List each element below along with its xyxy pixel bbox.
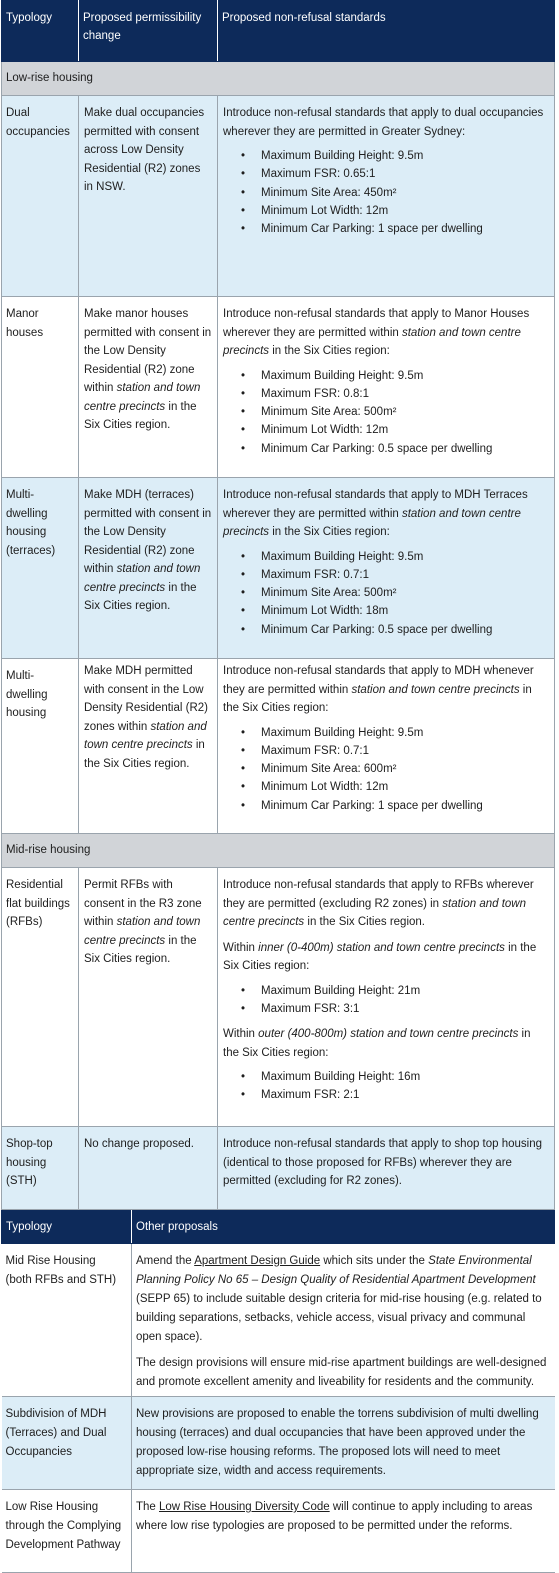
change-text-end: in the Six Cities region. [84,400,197,431]
intro-text: Introduce non-refusal standards that apply to MDH whenever they are permitted within [223,665,534,696]
list-item: • Minimum Lot Width: 12m [261,421,549,439]
other-proposals-table [1,1210,555,1573]
proposal-paragraph-2: The design provisions will ensure mid-rise apartment buildings are well-designed and promote excellent amenity and liveability for residents and the community. [136,1357,547,1388]
proposal-text-end: (SEPP 65) to include suitable design criteria for mid-rise housing (e.g. related to building separations, setbacks, vehicle access, visual privacy and communal open space). [136,1293,542,1343]
typology-cell: Shop-top housing (STH) [2,1127,79,1210]
list-item: • Maximum FSR: 0.65:1 [261,165,549,183]
list-item: • Maximum FSR: 3:1 [261,1000,549,1018]
table-row [2,1397,555,1490]
list-item: • Maximum FSR: 2:1 [261,1086,549,1104]
standards-intro [223,662,549,718]
table-header-row [2,1,555,62]
standards-cell [218,659,555,834]
standards-cell [218,297,555,478]
intro-italic: station and town centre precincts [223,326,521,357]
header-typology: Typology [2,1,79,62]
proposal-text: Amend the [136,1255,195,1267]
typology-cell: Subdivision of MDH (Terraces) and Dual Occupancies [2,1397,132,1490]
change-cell: Make dual occupancies permitted with consent across Low Density Residential (R2) zones in NSW. [79,96,218,297]
typology-cell: Multi-dwelling housing [2,659,79,834]
change-cell [79,659,218,834]
typology-cell: Multi-dwelling housing (terraces) [2,478,79,659]
change-text: Make MDH permitted with consent in the Low Density Residential (R2) zones within [84,665,208,733]
inner-precinct-heading [223,939,549,976]
outer-precinct-heading [223,1025,549,1062]
typology-cell: Manor houses [2,297,79,478]
proposal-cell: New provisions are proposed to enable the torrens subdivision of multi dwelling housing (terraces) and dual occupancies that have been approved under the proposed low-rise housing reforms. The proposed lots will need to meet appropriate size, width and access requirements. [132,1397,555,1490]
standards-list [223,724,549,815]
typology-cell: Residential flat buildings (RFBs) [2,868,79,1127]
change-text-end: in the Six Cities region. [84,739,205,770]
change-cell [79,478,218,659]
intro-text: Introduce non-refusal standards that apply to MDH Terraces wherever they are permitted within [223,489,528,520]
table-row [2,478,555,659]
list-item: • Minimum Site Area: 500m² [261,584,549,602]
outer-italic: outer (400-800m) station and town centre precincts [258,1028,519,1041]
standards-list [223,548,549,639]
section-row-mid-rise [2,834,555,868]
section-title: Mid-rise housing [2,834,555,868]
standards-cell [218,96,555,297]
list-item: • Maximum FSR: 0.8:1 [261,385,549,403]
change-cell [79,297,218,478]
standards-list [223,367,549,458]
change-italic: station and town centre precincts [84,382,201,413]
standards-intro [223,305,549,361]
header-standards: Proposed non-refusal standards [218,1,555,62]
change-italic: station and town centre precincts [84,563,201,594]
standards-cell [218,868,555,1127]
standards-list [223,147,549,238]
intro-italic: station and town centre precincts [351,683,520,696]
inner-italic: inner (0-400m) station and town centre precincts [258,941,505,954]
proposal-cell [132,1244,555,1397]
proposal-italic: State Environmental Planning Policy No 65 – Design Quality of Residential Apartment Development [136,1255,536,1286]
header-typology: Typology [2,1211,132,1244]
change-italic: station and town centre precincts [84,916,201,947]
list-item: • Minimum Site Area: 450m² [261,184,549,202]
standards-cell [218,478,555,659]
intro-text-end: in the Six Cities region. [304,916,425,928]
proposal-text-mid: which sits under the [320,1255,429,1267]
intro-text: Introduce non-refusal standards that apply to Manor Houses wherever they are permitted within [223,308,530,339]
inner-standards-list [223,982,549,1019]
list-item: • Minimum Car Parking: 0.5 space per dwelling [261,440,549,458]
intro-italic: station and town centre precincts [223,507,521,538]
change-text-end: in the Six Cities region. [84,581,197,612]
table-row [2,297,555,478]
intro-text-end: in the Six Cities region: [269,526,390,538]
header-permissibility: Proposed permissibility change [79,1,218,62]
list-item: • Minimum Car Parking: 1 space per dwelling [261,797,549,815]
list-item: • Maximum Building Height: 9.5m [261,367,549,385]
list-item: • Maximum FSR: 0.7:1 [261,566,549,584]
outer-standards-list [223,1068,549,1105]
list-item: • Maximum Building Height: 16m [261,1068,549,1086]
table-row [2,1127,555,1210]
intro-italic: station and town centre precincts [223,897,527,928]
change-cell: No change proposed. [79,1127,218,1210]
inner-text-end: in the Six Cities region: [223,941,537,972]
standards-intro [223,876,549,932]
section-title: Low-rise housing [2,62,555,96]
proposal-text-end: will continue to apply including to areas where low rise typologies are proposed to be permitted under the reforms. [136,1501,533,1532]
change-text: Permit RFBs with consent in the R3 zone within [84,879,202,928]
outer-text-end: in the Six Cities region: [223,1028,531,1059]
proposal-cell [132,1490,555,1573]
list-item: • Minimum Car Parking: 1 space per dwelling [261,220,549,238]
list-item: • Minimum Site Area: 600m² [261,760,549,778]
table-row [2,1244,555,1397]
section-row-low-rise [2,62,555,96]
intro-text-end: in the Six Cities region: [269,345,390,357]
change-italic: station and town centre precincts [84,720,207,751]
typology-cell: Dual occupancies [2,96,79,297]
list-item: • Maximum FSR: 0.7:1 [261,742,549,760]
list-item: • Maximum Building Height: 9.5m [261,724,549,742]
low-rise-housing-diversity-code-link[interactable]: Low Rise Housing Diversity Code [159,1501,330,1513]
permissibility-table [1,0,555,1210]
intro-text: Introduce non-refusal standards that apply to RFBs wherever they are permitted (excluding R2 zones) in [223,879,534,910]
list-item: • Minimum Lot Width: 18m [261,602,549,620]
apartment-design-guide-link[interactable]: Apartment Design Guide [194,1255,321,1267]
list-item: • Maximum Building Height: 9.5m [261,548,549,566]
typology-cell: Mid Rise Housing (both RFBs and STH) [2,1244,132,1397]
typology-cell: Low Rise Housing through the Complying Development Pathway [2,1490,132,1573]
standards-cell: Introduce non-refusal standards that apply to shop top housing (identical to those proposed for RFBs) wherever they are permitted (excluding for R2 zones). [218,1127,555,1210]
table-row [2,659,555,834]
change-text: Make manor houses permitted with consent in the Low Density Residential (R2) zone within [84,308,212,394]
inner-text: Within [223,941,259,954]
list-item: • Minimum Lot Width: 12m [261,202,549,220]
outer-text: Within [223,1028,259,1041]
change-text: Make MDH (terraces) permitted with consent in the Low Density Residential (R2) zone within [84,489,212,575]
change-text-end: in the Six Cities region. [84,934,197,965]
list-item: • Maximum Building Height: 9.5m [261,147,549,165]
header-other-proposals: Other proposals [132,1211,555,1244]
proposal-paragraph [136,1252,549,1347]
list-item: • Minimum Site Area: 500m² [261,403,549,421]
table-header-row [2,1211,555,1244]
intro-text-end: in the Six Cities region: [223,683,532,714]
table-row [2,1490,555,1573]
list-item: • Minimum Lot Width: 12m [261,778,549,796]
list-item: • Maximum Building Height: 21m [261,982,549,1000]
standards-intro [223,486,549,542]
change-cell [79,868,218,1127]
list-item: • Minimum Car Parking: 0.5 space per dwelling [261,621,549,639]
table-row [2,96,555,297]
table-row [2,868,555,1127]
standards-intro: Introduce non-refusal standards that apply to dual occupancies wherever they are permitted in Greater Sydney: [223,107,544,138]
proposal-text: The [136,1501,160,1513]
